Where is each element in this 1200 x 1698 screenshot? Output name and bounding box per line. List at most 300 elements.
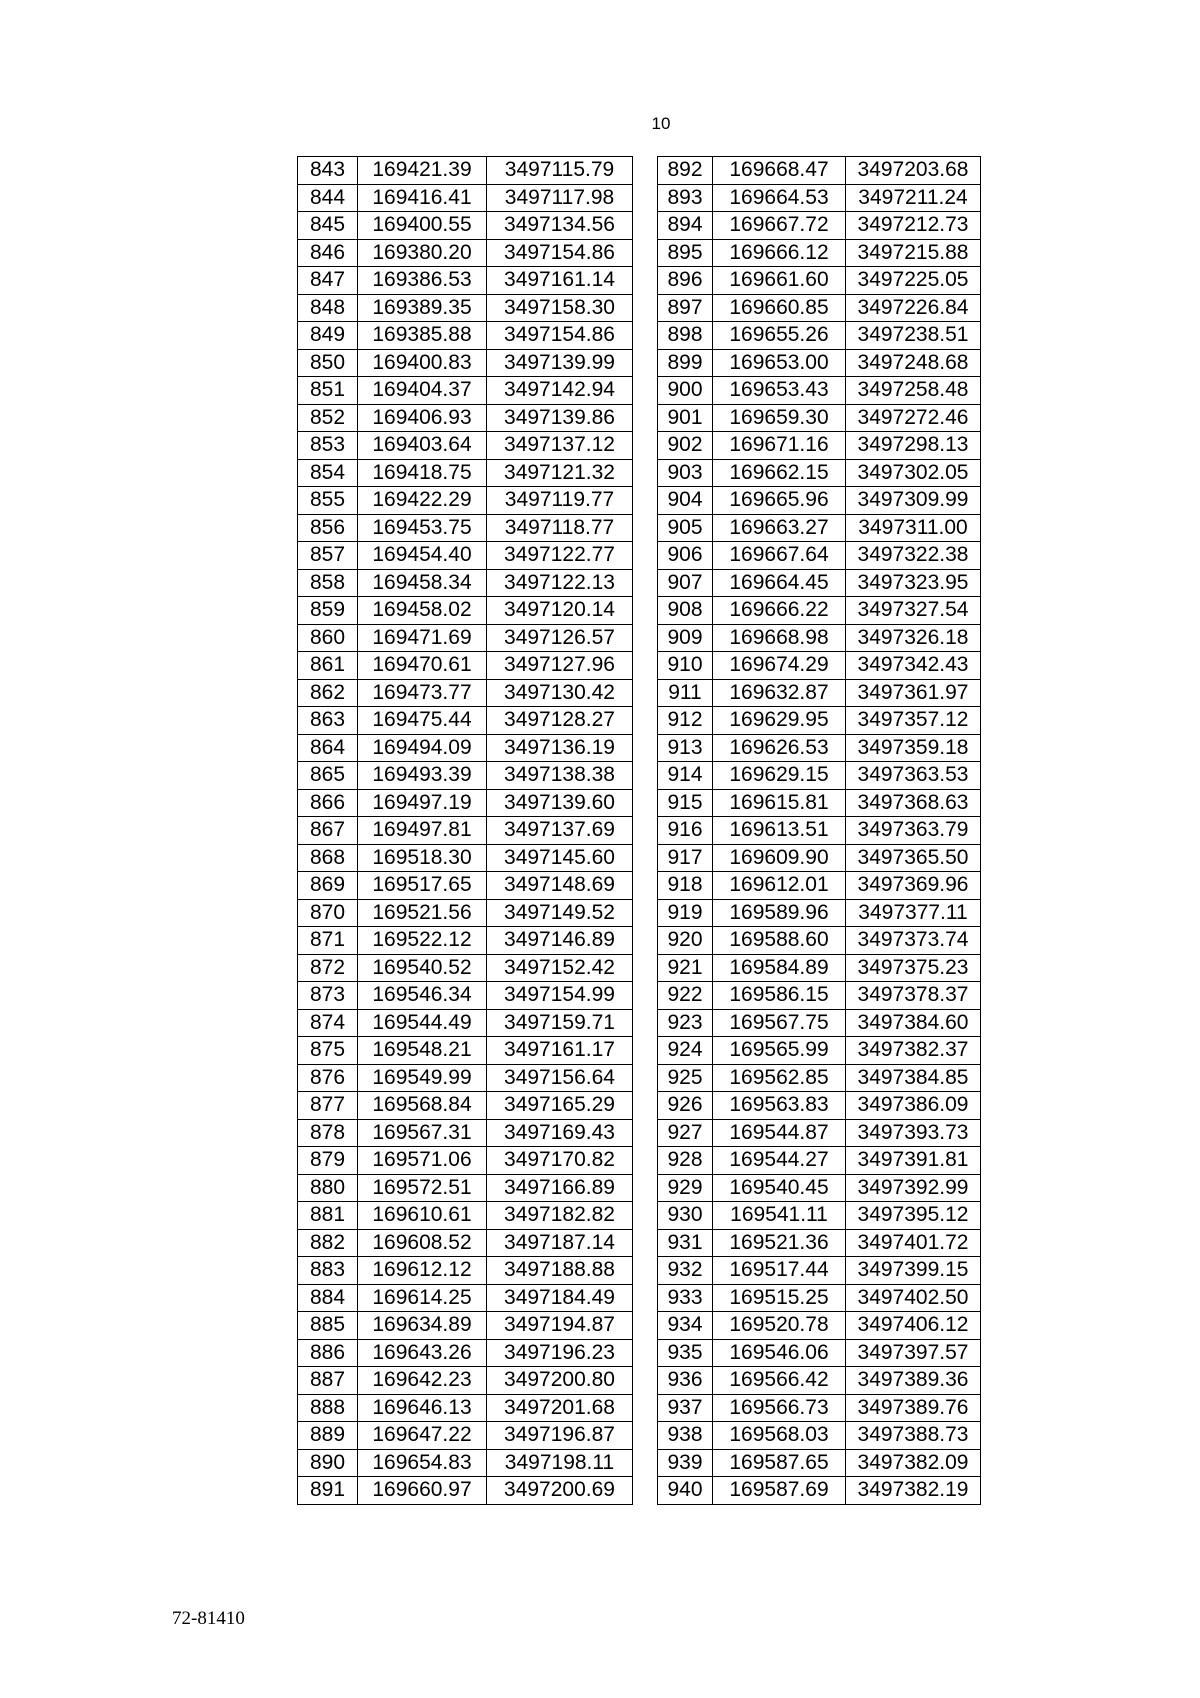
table-row bbox=[298, 597, 633, 625]
table-row bbox=[658, 1037, 981, 1065]
y-coordinate-cell: 3497158.30 bbox=[487, 294, 633, 322]
y-coordinate-cell: 3497357.12 bbox=[846, 707, 981, 735]
x-coordinate-cell: 169610.61 bbox=[358, 1202, 487, 1230]
x-coordinate-cell: 169609.90 bbox=[713, 844, 846, 872]
table-row bbox=[298, 817, 633, 845]
table-row bbox=[298, 404, 633, 432]
x-coordinate-cell: 169653.00 bbox=[713, 349, 846, 377]
y-coordinate-cell: 3497156.64 bbox=[487, 1064, 633, 1092]
y-coordinate-cell: 3497184.49 bbox=[487, 1284, 633, 1312]
x-coordinate-cell: 169587.69 bbox=[713, 1477, 846, 1505]
x-coordinate-cell: 169566.73 bbox=[713, 1394, 846, 1422]
y-coordinate-cell: 3497342.43 bbox=[846, 652, 981, 680]
x-coordinate-cell: 169586.15 bbox=[713, 982, 846, 1010]
x-coordinate-cell: 169614.25 bbox=[358, 1284, 487, 1312]
y-coordinate-cell: 3497327.54 bbox=[846, 597, 981, 625]
point-number-cell: 852 bbox=[298, 404, 358, 432]
x-coordinate-cell: 169643.26 bbox=[358, 1339, 487, 1367]
x-coordinate-cell: 169626.53 bbox=[713, 734, 846, 762]
point-number-cell: 860 bbox=[298, 624, 358, 652]
x-coordinate-cell: 169548.21 bbox=[358, 1037, 487, 1065]
point-number-cell: 917 bbox=[658, 844, 713, 872]
y-coordinate-cell: 3497378.37 bbox=[846, 982, 981, 1010]
point-number-cell: 889 bbox=[298, 1422, 358, 1450]
x-coordinate-cell: 169497.81 bbox=[358, 817, 487, 845]
x-coordinate-cell: 169615.81 bbox=[713, 789, 846, 817]
table-row bbox=[658, 569, 981, 597]
x-coordinate-cell: 169517.65 bbox=[358, 872, 487, 900]
y-coordinate-cell: 3497139.86 bbox=[487, 404, 633, 432]
y-coordinate-cell: 3497248.68 bbox=[846, 349, 981, 377]
y-coordinate-cell: 3497309.99 bbox=[846, 487, 981, 515]
y-coordinate-cell: 3497377.11 bbox=[846, 899, 981, 927]
point-number-cell: 865 bbox=[298, 762, 358, 790]
point-number-cell: 875 bbox=[298, 1037, 358, 1065]
y-coordinate-cell: 3497152.42 bbox=[487, 954, 633, 982]
point-number-cell: 930 bbox=[658, 1202, 713, 1230]
table-row bbox=[298, 1092, 633, 1120]
x-coordinate-cell: 169458.34 bbox=[358, 569, 487, 597]
point-number-cell: 894 bbox=[658, 212, 713, 240]
point-number-cell: 876 bbox=[298, 1064, 358, 1092]
y-coordinate-cell: 3497359.18 bbox=[846, 734, 981, 762]
table-row bbox=[298, 1009, 633, 1037]
point-number-cell: 895 bbox=[658, 239, 713, 267]
x-coordinate-cell: 169665.96 bbox=[713, 487, 846, 515]
table-row bbox=[298, 762, 633, 790]
table-row bbox=[658, 817, 981, 845]
y-coordinate-cell: 3497238.51 bbox=[846, 322, 981, 350]
y-coordinate-cell: 3497393.73 bbox=[846, 1119, 981, 1147]
y-coordinate-cell: 3497369.96 bbox=[846, 872, 981, 900]
x-coordinate-cell: 169660.85 bbox=[713, 294, 846, 322]
coordinate-table-body bbox=[298, 157, 633, 1505]
table-row bbox=[298, 487, 633, 515]
x-coordinate-cell: 169494.09 bbox=[358, 734, 487, 762]
table-row bbox=[298, 239, 633, 267]
y-coordinate-cell: 3497138.38 bbox=[487, 762, 633, 790]
table-row bbox=[298, 1037, 633, 1065]
table-row bbox=[658, 982, 981, 1010]
x-coordinate-cell: 169654.83 bbox=[358, 1449, 487, 1477]
table-row bbox=[658, 899, 981, 927]
table-row bbox=[298, 734, 633, 762]
table-row bbox=[658, 1119, 981, 1147]
table-row bbox=[658, 239, 981, 267]
point-number-cell: 918 bbox=[658, 872, 713, 900]
table-row bbox=[298, 679, 633, 707]
table-row bbox=[658, 734, 981, 762]
table-row bbox=[658, 1147, 981, 1175]
y-coordinate-cell: 3497368.63 bbox=[846, 789, 981, 817]
point-number-cell: 923 bbox=[658, 1009, 713, 1037]
y-coordinate-cell: 3497188.88 bbox=[487, 1257, 633, 1285]
x-coordinate-cell: 169660.97 bbox=[358, 1477, 487, 1505]
x-coordinate-cell: 169515.25 bbox=[713, 1284, 846, 1312]
table-row bbox=[658, 542, 981, 570]
point-number-cell: 861 bbox=[298, 652, 358, 680]
y-coordinate-cell: 3497145.60 bbox=[487, 844, 633, 872]
table-row bbox=[298, 1174, 633, 1202]
point-number-cell: 901 bbox=[658, 404, 713, 432]
x-coordinate-cell: 169473.77 bbox=[358, 679, 487, 707]
y-coordinate-cell: 3497201.68 bbox=[487, 1394, 633, 1422]
y-coordinate-cell: 3497200.69 bbox=[487, 1477, 633, 1505]
point-number-cell: 856 bbox=[298, 514, 358, 542]
y-coordinate-cell: 3497384.60 bbox=[846, 1009, 981, 1037]
x-coordinate-cell: 169421.39 bbox=[358, 157, 487, 185]
table-row bbox=[298, 1394, 633, 1422]
x-coordinate-cell: 169546.06 bbox=[713, 1339, 846, 1367]
y-coordinate-cell: 3497126.57 bbox=[487, 624, 633, 652]
y-coordinate-cell: 3497166.89 bbox=[487, 1174, 633, 1202]
point-number-cell: 932 bbox=[658, 1257, 713, 1285]
x-coordinate-cell: 169668.47 bbox=[713, 157, 846, 185]
point-number-cell: 916 bbox=[658, 817, 713, 845]
y-coordinate-cell: 3497389.76 bbox=[846, 1394, 981, 1422]
table-row bbox=[298, 1202, 633, 1230]
table-row bbox=[298, 982, 633, 1010]
point-number-cell: 922 bbox=[658, 982, 713, 1010]
y-coordinate-cell: 3497137.69 bbox=[487, 817, 633, 845]
y-coordinate-cell: 3497382.19 bbox=[846, 1477, 981, 1505]
point-number-cell: 915 bbox=[658, 789, 713, 817]
point-number-cell: 936 bbox=[658, 1367, 713, 1395]
table-row bbox=[658, 1394, 981, 1422]
table-row bbox=[658, 514, 981, 542]
x-coordinate-cell: 169661.60 bbox=[713, 267, 846, 295]
x-coordinate-cell: 169671.16 bbox=[713, 432, 846, 460]
table-row bbox=[298, 927, 633, 955]
x-coordinate-cell: 169416.41 bbox=[358, 184, 487, 212]
y-coordinate-cell: 3497375.23 bbox=[846, 954, 981, 982]
point-number-cell: 919 bbox=[658, 899, 713, 927]
point-number-cell: 882 bbox=[298, 1229, 358, 1257]
table-row bbox=[298, 1422, 633, 1450]
point-number-cell: 886 bbox=[298, 1339, 358, 1367]
point-number-cell: 870 bbox=[298, 899, 358, 927]
y-coordinate-cell: 3497115.79 bbox=[487, 157, 633, 185]
table-row bbox=[298, 322, 633, 350]
y-coordinate-cell: 3497203.68 bbox=[846, 157, 981, 185]
point-number-cell: 898 bbox=[658, 322, 713, 350]
x-coordinate-cell: 169546.34 bbox=[358, 982, 487, 1010]
y-coordinate-cell: 3497149.52 bbox=[487, 899, 633, 927]
point-number-cell: 911 bbox=[658, 679, 713, 707]
table-row bbox=[298, 624, 633, 652]
x-coordinate-cell: 169458.02 bbox=[358, 597, 487, 625]
y-coordinate-cell: 3497196.23 bbox=[487, 1339, 633, 1367]
x-coordinate-cell: 169471.69 bbox=[358, 624, 487, 652]
table-row bbox=[298, 789, 633, 817]
y-coordinate-cell: 3497154.86 bbox=[487, 239, 633, 267]
x-coordinate-cell: 169403.64 bbox=[358, 432, 487, 460]
table-row bbox=[298, 1367, 633, 1395]
y-coordinate-cell: 3497384.85 bbox=[846, 1064, 981, 1092]
table-row bbox=[658, 927, 981, 955]
x-coordinate-cell: 169567.31 bbox=[358, 1119, 487, 1147]
y-coordinate-cell: 3497226.84 bbox=[846, 294, 981, 322]
table-row bbox=[658, 1449, 981, 1477]
x-coordinate-cell: 169404.37 bbox=[358, 377, 487, 405]
point-number-cell: 879 bbox=[298, 1147, 358, 1175]
y-coordinate-cell: 3497196.87 bbox=[487, 1422, 633, 1450]
y-coordinate-cell: 3497148.69 bbox=[487, 872, 633, 900]
y-coordinate-cell: 3497154.99 bbox=[487, 982, 633, 1010]
table-row bbox=[298, 899, 633, 927]
point-number-cell: 902 bbox=[658, 432, 713, 460]
x-coordinate-cell: 169647.22 bbox=[358, 1422, 487, 1450]
y-coordinate-cell: 3497258.48 bbox=[846, 377, 981, 405]
y-coordinate-cell: 3497363.79 bbox=[846, 817, 981, 845]
table-row bbox=[658, 184, 981, 212]
x-coordinate-cell: 169389.35 bbox=[358, 294, 487, 322]
point-number-cell: 850 bbox=[298, 349, 358, 377]
table-row bbox=[658, 954, 981, 982]
table-row bbox=[658, 432, 981, 460]
x-coordinate-cell: 169664.53 bbox=[713, 184, 846, 212]
point-number-cell: 873 bbox=[298, 982, 358, 1010]
y-coordinate-cell: 3497142.94 bbox=[487, 377, 633, 405]
y-coordinate-cell: 3497399.15 bbox=[846, 1257, 981, 1285]
point-number-cell: 924 bbox=[658, 1037, 713, 1065]
y-coordinate-cell: 3497128.27 bbox=[487, 707, 633, 735]
x-coordinate-cell: 169521.36 bbox=[713, 1229, 846, 1257]
x-coordinate-cell: 169497.19 bbox=[358, 789, 487, 817]
x-coordinate-cell: 169400.55 bbox=[358, 212, 487, 240]
x-coordinate-cell: 169454.40 bbox=[358, 542, 487, 570]
table-row bbox=[298, 349, 633, 377]
x-coordinate-cell: 169385.88 bbox=[358, 322, 487, 350]
x-coordinate-cell: 169568.84 bbox=[358, 1092, 487, 1120]
table-row bbox=[658, 349, 981, 377]
x-coordinate-cell: 169667.64 bbox=[713, 542, 846, 570]
table-row bbox=[298, 459, 633, 487]
x-coordinate-cell: 169566.42 bbox=[713, 1367, 846, 1395]
x-coordinate-cell: 169521.56 bbox=[358, 899, 487, 927]
y-coordinate-cell: 3497200.80 bbox=[487, 1367, 633, 1395]
point-number-cell: 933 bbox=[658, 1284, 713, 1312]
point-number-cell: 931 bbox=[658, 1229, 713, 1257]
table-row bbox=[658, 789, 981, 817]
table-row bbox=[658, 404, 981, 432]
table-row bbox=[658, 762, 981, 790]
table-row bbox=[298, 1147, 633, 1175]
point-number-cell: 871 bbox=[298, 927, 358, 955]
x-coordinate-cell: 169520.78 bbox=[713, 1312, 846, 1340]
y-coordinate-cell: 3497120.14 bbox=[487, 597, 633, 625]
point-number-cell: 921 bbox=[658, 954, 713, 982]
point-number-cell: 910 bbox=[658, 652, 713, 680]
point-number-cell: 897 bbox=[658, 294, 713, 322]
point-number-cell: 937 bbox=[658, 1394, 713, 1422]
y-coordinate-cell: 3497323.95 bbox=[846, 569, 981, 597]
y-coordinate-cell: 3497118.77 bbox=[487, 514, 633, 542]
y-coordinate-cell: 3497130.42 bbox=[487, 679, 633, 707]
point-number-cell: 883 bbox=[298, 1257, 358, 1285]
y-coordinate-cell: 3497154.86 bbox=[487, 322, 633, 350]
coordinate-table-left bbox=[297, 156, 633, 1505]
x-coordinate-cell: 169589.96 bbox=[713, 899, 846, 927]
x-coordinate-cell: 169584.89 bbox=[713, 954, 846, 982]
y-coordinate-cell: 3497382.09 bbox=[846, 1449, 981, 1477]
x-coordinate-cell: 169544.49 bbox=[358, 1009, 487, 1037]
y-coordinate-cell: 3497170.82 bbox=[487, 1147, 633, 1175]
y-coordinate-cell: 3497121.32 bbox=[487, 459, 633, 487]
x-coordinate-cell: 169562.85 bbox=[713, 1064, 846, 1092]
y-coordinate-cell: 3497127.96 bbox=[487, 652, 633, 680]
point-number-cell: 858 bbox=[298, 569, 358, 597]
point-number-cell: 920 bbox=[658, 927, 713, 955]
y-coordinate-cell: 3497122.77 bbox=[487, 542, 633, 570]
point-number-cell: 880 bbox=[298, 1174, 358, 1202]
table-row bbox=[658, 377, 981, 405]
x-coordinate-cell: 169646.13 bbox=[358, 1394, 487, 1422]
point-number-cell: 887 bbox=[298, 1367, 358, 1395]
y-coordinate-cell: 3497139.60 bbox=[487, 789, 633, 817]
point-number-cell: 866 bbox=[298, 789, 358, 817]
point-number-cell: 900 bbox=[658, 377, 713, 405]
table-row bbox=[658, 1477, 981, 1505]
point-number-cell: 848 bbox=[298, 294, 358, 322]
y-coordinate-cell: 3497139.99 bbox=[487, 349, 633, 377]
point-number-cell: 878 bbox=[298, 1119, 358, 1147]
x-coordinate-cell: 169629.15 bbox=[713, 762, 846, 790]
y-coordinate-cell: 3497388.73 bbox=[846, 1422, 981, 1450]
x-coordinate-cell: 169668.98 bbox=[713, 624, 846, 652]
page-number: 10 bbox=[651, 114, 671, 133]
point-number-cell: 899 bbox=[658, 349, 713, 377]
y-coordinate-cell: 3497225.05 bbox=[846, 267, 981, 295]
x-coordinate-cell: 169540.45 bbox=[713, 1174, 846, 1202]
point-number-cell: 938 bbox=[658, 1422, 713, 1450]
point-number-cell: 940 bbox=[658, 1477, 713, 1505]
table-row bbox=[658, 872, 981, 900]
x-coordinate-cell: 169549.99 bbox=[358, 1064, 487, 1092]
point-number-cell: 890 bbox=[298, 1449, 358, 1477]
table-row bbox=[658, 1174, 981, 1202]
table-row bbox=[658, 157, 981, 185]
coordinate-table-right bbox=[657, 156, 981, 1505]
table-row bbox=[298, 954, 633, 982]
table-row bbox=[658, 459, 981, 487]
table-row bbox=[658, 212, 981, 240]
table-row bbox=[298, 1477, 633, 1505]
point-number-cell: 867 bbox=[298, 817, 358, 845]
x-coordinate-cell: 169453.75 bbox=[358, 514, 487, 542]
point-number-cell: 935 bbox=[658, 1339, 713, 1367]
y-coordinate-cell: 3497361.97 bbox=[846, 679, 981, 707]
y-coordinate-cell: 3497117.98 bbox=[487, 184, 633, 212]
x-coordinate-cell: 169544.27 bbox=[713, 1147, 846, 1175]
x-coordinate-cell: 169674.29 bbox=[713, 652, 846, 680]
x-coordinate-cell: 169608.52 bbox=[358, 1229, 487, 1257]
table-row bbox=[658, 267, 981, 295]
table-row bbox=[298, 1064, 633, 1092]
table-row bbox=[658, 1092, 981, 1120]
y-coordinate-cell: 3497391.81 bbox=[846, 1147, 981, 1175]
x-coordinate-cell: 169588.60 bbox=[713, 927, 846, 955]
y-coordinate-cell: 3497397.57 bbox=[846, 1339, 981, 1367]
point-number-cell: 844 bbox=[298, 184, 358, 212]
y-coordinate-cell: 3497137.12 bbox=[487, 432, 633, 460]
x-coordinate-cell: 169666.12 bbox=[713, 239, 846, 267]
point-number-cell: 913 bbox=[658, 734, 713, 762]
x-coordinate-cell: 169418.75 bbox=[358, 459, 487, 487]
y-coordinate-cell: 3497272.46 bbox=[846, 404, 981, 432]
y-coordinate-cell: 3497298.13 bbox=[846, 432, 981, 460]
x-coordinate-cell: 169540.52 bbox=[358, 954, 487, 982]
y-coordinate-cell: 3497136.19 bbox=[487, 734, 633, 762]
point-number-cell: 934 bbox=[658, 1312, 713, 1340]
table-row bbox=[658, 322, 981, 350]
y-coordinate-cell: 3497365.50 bbox=[846, 844, 981, 872]
x-coordinate-cell: 169666.22 bbox=[713, 597, 846, 625]
table-row bbox=[298, 1284, 633, 1312]
point-number-cell: 914 bbox=[658, 762, 713, 790]
y-coordinate-cell: 3497134.56 bbox=[487, 212, 633, 240]
y-coordinate-cell: 3497182.82 bbox=[487, 1202, 633, 1230]
point-number-cell: 868 bbox=[298, 844, 358, 872]
point-number-cell: 908 bbox=[658, 597, 713, 625]
table-row bbox=[298, 1312, 633, 1340]
point-number-cell: 859 bbox=[298, 597, 358, 625]
point-number-cell: 851 bbox=[298, 377, 358, 405]
x-coordinate-cell: 169541.11 bbox=[713, 1202, 846, 1230]
point-number-cell: 869 bbox=[298, 872, 358, 900]
x-coordinate-cell: 169380.20 bbox=[358, 239, 487, 267]
point-number-cell: 845 bbox=[298, 212, 358, 240]
y-coordinate-cell: 3497363.53 bbox=[846, 762, 981, 790]
x-coordinate-cell: 169612.01 bbox=[713, 872, 846, 900]
x-coordinate-cell: 169655.26 bbox=[713, 322, 846, 350]
table-row bbox=[658, 1422, 981, 1450]
x-coordinate-cell: 169475.44 bbox=[358, 707, 487, 735]
point-number-cell: 843 bbox=[298, 157, 358, 185]
point-number-cell: 905 bbox=[658, 514, 713, 542]
table-row bbox=[298, 569, 633, 597]
point-number-cell: 853 bbox=[298, 432, 358, 460]
table-row bbox=[298, 267, 633, 295]
x-coordinate-cell: 169629.95 bbox=[713, 707, 846, 735]
table-row bbox=[658, 1257, 981, 1285]
table-row bbox=[658, 1312, 981, 1340]
x-coordinate-cell: 169612.12 bbox=[358, 1257, 487, 1285]
point-number-cell: 862 bbox=[298, 679, 358, 707]
point-number-cell: 854 bbox=[298, 459, 358, 487]
y-coordinate-cell: 3497386.09 bbox=[846, 1092, 981, 1120]
table-row bbox=[658, 844, 981, 872]
table-row bbox=[658, 597, 981, 625]
y-coordinate-cell: 3497161.14 bbox=[487, 267, 633, 295]
x-coordinate-cell: 169567.75 bbox=[713, 1009, 846, 1037]
x-coordinate-cell: 169406.93 bbox=[358, 404, 487, 432]
x-coordinate-cell: 169667.72 bbox=[713, 212, 846, 240]
point-number-cell: 884 bbox=[298, 1284, 358, 1312]
y-coordinate-cell: 3497395.12 bbox=[846, 1202, 981, 1230]
point-number-cell: 927 bbox=[658, 1119, 713, 1147]
x-coordinate-cell: 169518.30 bbox=[358, 844, 487, 872]
table-row bbox=[298, 1119, 633, 1147]
y-coordinate-cell: 3497169.43 bbox=[487, 1119, 633, 1147]
y-coordinate-cell: 3497373.74 bbox=[846, 927, 981, 955]
table-row bbox=[298, 707, 633, 735]
point-number-cell: 906 bbox=[658, 542, 713, 570]
x-coordinate-cell: 169659.30 bbox=[713, 404, 846, 432]
table-row bbox=[658, 294, 981, 322]
table-row bbox=[658, 624, 981, 652]
y-coordinate-cell: 3497194.87 bbox=[487, 1312, 633, 1340]
